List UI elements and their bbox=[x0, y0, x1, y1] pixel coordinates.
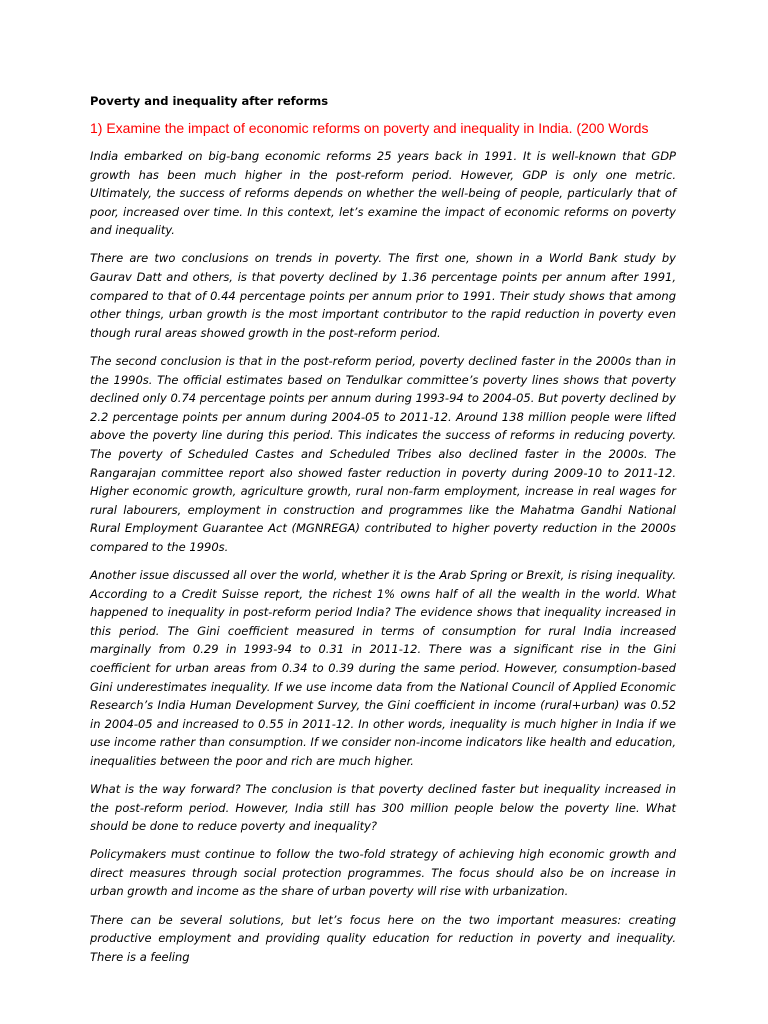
paragraph-poverty-conclusion-1: There are two conclusions on trends in poverty. The first one, shown in a World Bank study by Gaurav Datt and others, is that poverty declined by 1.36 percentage points per annum after 1991, compared to that of 0.44 percentage points per annum prior to 1991. Their study shows that among other things, urban growth is the most important contributor to the rapid reduction in poverty even though rural areas showed growth in the post-reform period. bbox=[90, 251, 676, 340]
document-title: Poverty and inequality after reforms bbox=[90, 94, 329, 108]
question-heading: 1) Examine the impact of economic reforms on poverty and inequality in India. (200 Words bbox=[90, 120, 649, 136]
paragraph-policymakers: Policymakers must continue to follow the two-fold strategy of achieving high economic growth and direct measures through social protection programmes. The focus should also be on increase in urban growth and income as the share of urban poverty will rise with urbanization. bbox=[90, 847, 676, 899]
paragraph-inequality: Another issue discussed all over the world, whether it is the Arab Spring or Brexit, is rising inequality. According to a Credit Suisse report, the richest 1% owns half of all the wealth in the world. What happened to inequality in post-reform period India? The evidence shows that inequality increased in this period. The Gini coefficient measured in terms of consumption for rural India increased marginally from 0.29 in 1993-94 to 0.31 in 2011-12. There was a significant rise in the Gini coefficient for urban areas from 0.34 to 0.39 during the same period. However, consumption-based Gini underestimates inequality. If we use income data from the National Council of Applied Economic Research’s India Human Development Survey, the Gini coefficient in income (rural+urban) was 0.52 in 2004-05 and increased to 0.55 in 2011-12. In other words, inequality is much higher in India if we use income rather than consumption. If we consider non-income indicators like health and education, inequalities between the poor and rich are much higher. bbox=[90, 567, 676, 768]
document-page bbox=[90, 93, 676, 976]
paragraph-way-forward: What is the way forward? The conclusion is that poverty declined faster but inequality increased in the post-reform period. However, India still has 300 million people below the poverty line. What should be done to reduce poverty and inequality? bbox=[90, 782, 676, 834]
paragraph-solutions: There can be several solutions, but let’s focus here on the two important measures: creating productive employment and providing quality education for reduction in poverty and inequality. There is a feeling bbox=[90, 912, 676, 964]
paragraph-poverty-conclusion-2: The second conclusion is that in the post-reform period, poverty declined faster in the 2000s than in the 1990s. The official estimates based on Tendulkar committee’s poverty lines shows that poverty declined only 0.74 percentage points per annum during 1993-94 to 2004-05. But poverty declined by 2.2 percentage points per annum during 2004-05 to 2011-12. Around 138 million people were lifted above the poverty line during this period. This indicates the success of reforms in reducing poverty. The poverty of Scheduled Castes and Scheduled Tribes also declined faster in the 2000s. The Rangarajan committee report also showed faster reduction in poverty during 2009-10 to 2011-12. Higher economic growth, agriculture growth, rural non-farm employment, increase in real wages for rural labourers, employment in construction and programmes like the Mahatma Gandhi National Rural Employment Guarantee Act (MGNREGA) contributed to higher poverty reduction in the 2000s compared to the 1990s. bbox=[90, 353, 676, 554]
paragraph-intro: India embarked on big-bang economic reforms 25 years back in 1991. It is well-known that GDP growth has been much higher in the post-reform period. However, GDP is only one metric. Ultimately, the success of reforms depends on whether the well-being of people, particularly that of poor, increased over time. In this context, let’s examine the impact of economic reforms on poverty and inequality. bbox=[90, 149, 676, 238]
